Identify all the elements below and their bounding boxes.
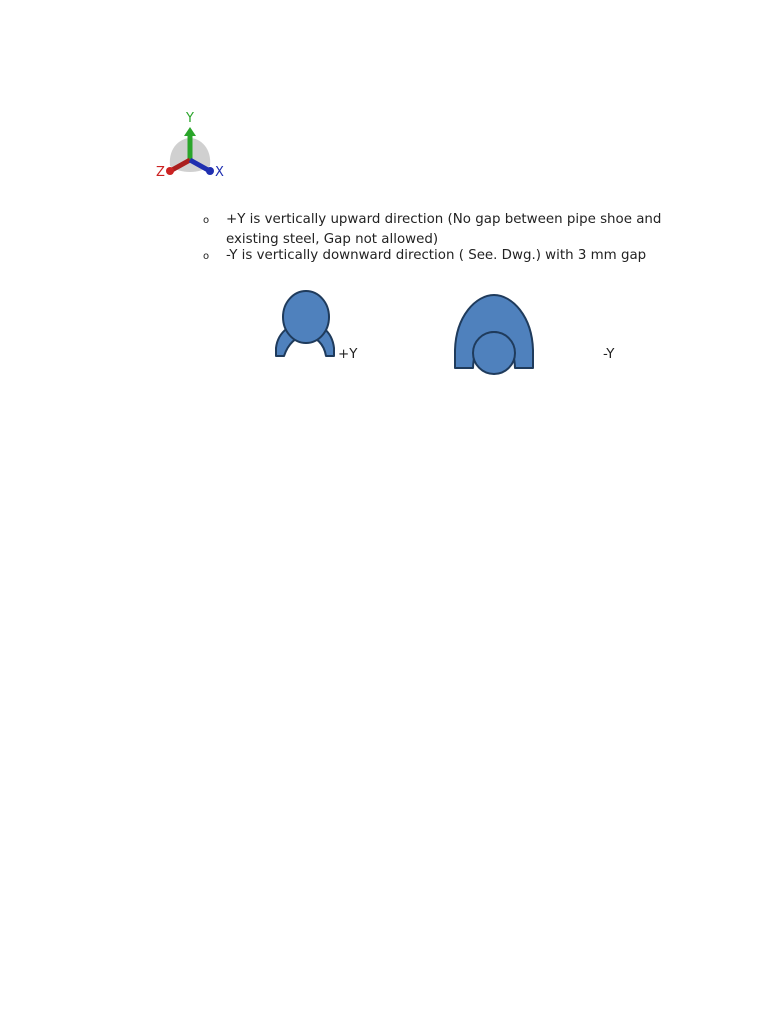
plus-y-label: +Y xyxy=(338,347,358,362)
z-axis-tip xyxy=(166,167,174,175)
x-axis-label: X xyxy=(215,165,224,180)
direction-notes-list xyxy=(200,210,690,266)
y-axis-label: Y xyxy=(186,111,194,126)
axis-triad-icon xyxy=(154,104,230,184)
list-item xyxy=(200,210,690,250)
bullet-marker: o xyxy=(203,251,210,262)
y-axis-arrowhead xyxy=(184,127,196,136)
plus-y-pipe xyxy=(283,291,329,343)
minus-y-pipe xyxy=(473,332,515,374)
z-axis-label: Z xyxy=(156,165,165,180)
minus-y-shoe-figure xyxy=(450,292,540,378)
note-minus-y: -Y is vertically downward direction ( See. Dwg.) with 3 mm gap xyxy=(226,248,647,263)
x-axis-tip xyxy=(206,167,214,175)
list-item xyxy=(200,246,690,266)
bullet-marker: o xyxy=(203,215,210,226)
plus-y-shoe-figure xyxy=(272,286,340,362)
note-plus-y: +Y is vertically upward direction (No gap between pipe shoe and existing steel, Gap not allowed) xyxy=(226,212,662,247)
minus-y-label: -Y xyxy=(603,347,615,362)
